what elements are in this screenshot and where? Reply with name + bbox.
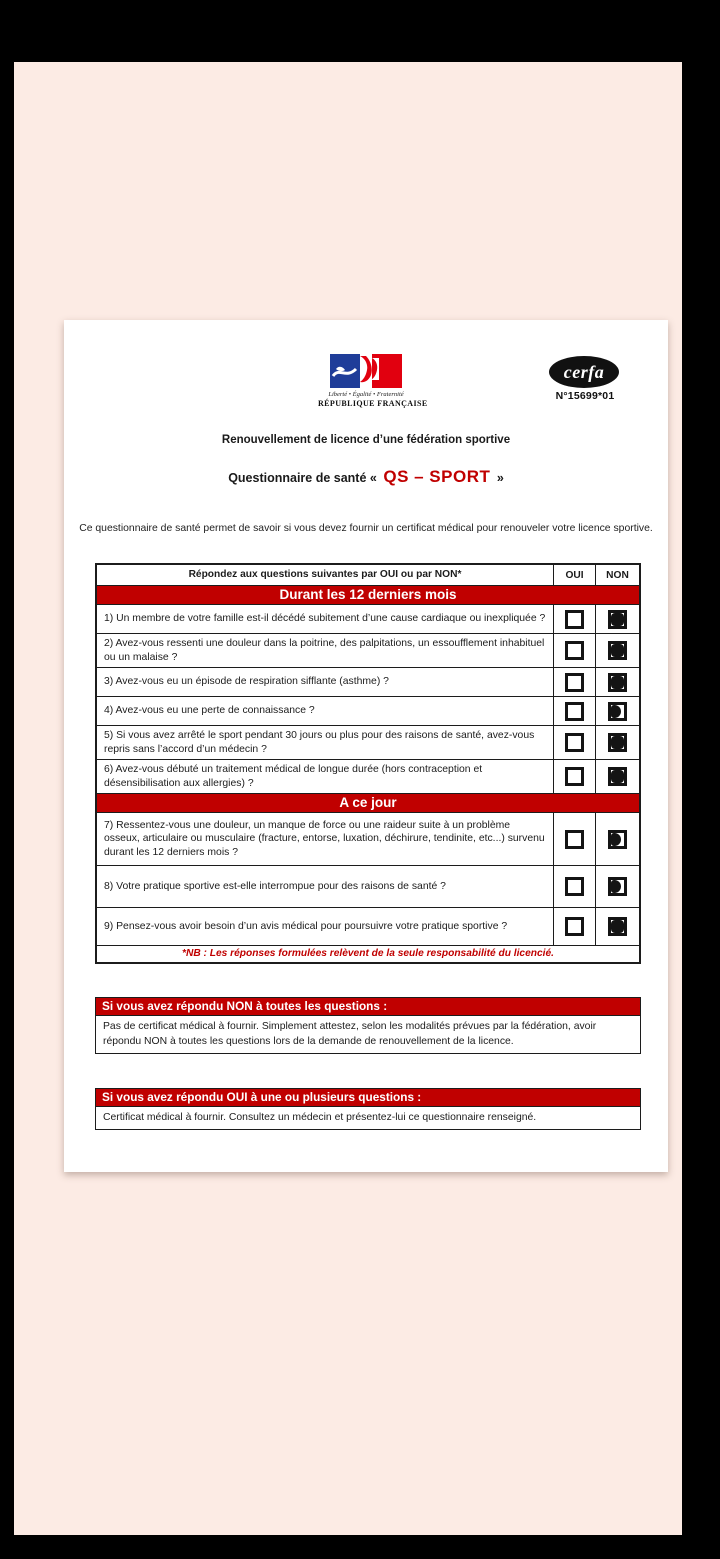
question-row-2 (97, 633, 639, 667)
checkbox-q9-oui[interactable] (565, 917, 584, 936)
section-banner-today: A ce jour (97, 793, 639, 812)
checkbox-q5-non[interactable] (608, 733, 627, 752)
table-footnote: *NB : Les réponses formulées relèvent de la seule responsabilité du licencié. (97, 945, 639, 962)
result-box-non (95, 997, 641, 1054)
questionnaire-title-suffix: » (496, 471, 504, 485)
rf-name: RÉPUBLIQUE FRANÇAISE (318, 399, 428, 408)
checkbox-q1-non[interactable] (608, 610, 627, 629)
questionnaire-title-highlight: QS – SPORT (383, 467, 491, 486)
table-header-oui: OUI (553, 565, 595, 585)
question-row-4 (97, 696, 639, 725)
result-oui-title: Si vous avez répondu OUI à une ou plusieurs questions : (96, 1089, 640, 1107)
question-text: 8) Votre pratique sportive est-elle interrompue pour des raisons de santé ? (104, 880, 446, 892)
table-header-non: NON (595, 565, 639, 585)
question-row-5 (97, 725, 639, 759)
checkbox-q3-non[interactable] (608, 673, 627, 692)
checkbox-q7-non[interactable] (608, 830, 627, 849)
question-text: 7) Ressentez-vous une douleur, un manque de force ou une raideur suite à un problème osseux, articulaire ou musculaire (fracture, entorse, luxation, déchirure, tendinite, etc...) survenu durant les 12 derniers mois ? (104, 819, 545, 858)
table-header-question: Répondez aux questions suivantes par OUI ou par NON* (188, 569, 462, 581)
question-text: 1) Un membre de votre famille est-il décédé subitement d’une cause cardiaque ou inexpliquée ? (104, 613, 546, 625)
french-flag-marianne-icon (326, 354, 406, 390)
checkbox-q5-oui[interactable] (565, 733, 584, 752)
checkbox-q4-oui[interactable] (565, 702, 584, 721)
rf-motto: Liberté • Égalité • Fraternité (328, 391, 404, 398)
question-text: 4) Avez-vous eu une perte de connaissance ? (104, 705, 315, 717)
section-banner-12-months: Durant les 12 derniers mois (97, 585, 639, 604)
question-row-7 (97, 812, 639, 865)
checkbox-q6-non[interactable] (608, 767, 627, 786)
question-text: 2) Avez-vous ressenti une douleur dans la poitrine, des palpitations, un essoufflement inhabituel ou un malaise ? (104, 638, 545, 663)
question-text: 9) Pensez-vous avoir besoin d’un avis médical pour poursuivre votre pratique sportive ? (104, 920, 508, 932)
cerfa-form-number: N°15699*01 (555, 390, 615, 402)
checkbox-q7-oui[interactable] (565, 830, 584, 849)
cerfa-ellipse-icon (549, 356, 619, 388)
document-header (64, 320, 668, 416)
cerfa-logo (549, 356, 621, 402)
result-box-oui (95, 1088, 641, 1130)
questionnaire-table (95, 563, 641, 964)
question-row-8 (97, 865, 639, 907)
question-row-3 (97, 667, 639, 696)
checkbox-q8-oui[interactable] (565, 877, 584, 896)
pink-background-card (14, 62, 682, 1535)
result-oui-body: Certificat médical à fournir. Consultez un médecin et présentez-lui ce questionnaire renseigné. (96, 1107, 640, 1129)
checkbox-q8-non[interactable] (608, 877, 627, 896)
question-text: 6) Avez-vous débuté un traitement médical de longue durée (hors contraception et désensibilisation aux allergies) ? (104, 764, 483, 789)
result-non-title: Si vous avez répondu NON à toutes les questions : (96, 998, 640, 1016)
question-text: 5) Si vous avez arrêté le sport pendant 30 jours ou plus pour des raisons de santé, avez-vous repris sans l’accord d’un médecin ? (104, 730, 535, 755)
checkbox-q1-oui[interactable] (565, 610, 584, 629)
cerfa-word: cerfa (563, 361, 605, 382)
checkbox-q2-non[interactable] (608, 641, 627, 660)
table-header-row (97, 565, 639, 585)
result-non-body: Pas de certificat médical à fournir. Simplement attestez, selon les modalités prévues par la fédération, avoir répondu NON à toutes les questions lors de la demande de renouvellement de la licence. (96, 1016, 640, 1053)
document-page (64, 320, 668, 1172)
checkbox-q4-non[interactable] (608, 702, 627, 721)
checkbox-q3-oui[interactable] (565, 673, 584, 692)
checkbox-q9-non[interactable] (608, 917, 627, 936)
checkbox-q2-oui[interactable] (565, 641, 584, 660)
question-row-9 (97, 907, 639, 945)
question-row-6 (97, 759, 639, 793)
document-title: Renouvellement de licence d’une fédération sportive (221, 434, 511, 446)
questionnaire-title (64, 467, 668, 487)
question-text: 3) Avez-vous eu un épisode de respiration sifflante (asthme) ? (104, 676, 389, 688)
checkbox-q6-oui[interactable] (565, 767, 584, 786)
questionnaire-title-prefix: Questionnaire de santé « (228, 471, 377, 485)
question-row-1 (97, 604, 639, 633)
republique-francaise-logo (318, 354, 428, 408)
intro-text: Ce questionnaire de santé permet de savoir si vous devez fournir un certificat médical pour renouveler votre licence sportive. (79, 523, 653, 534)
